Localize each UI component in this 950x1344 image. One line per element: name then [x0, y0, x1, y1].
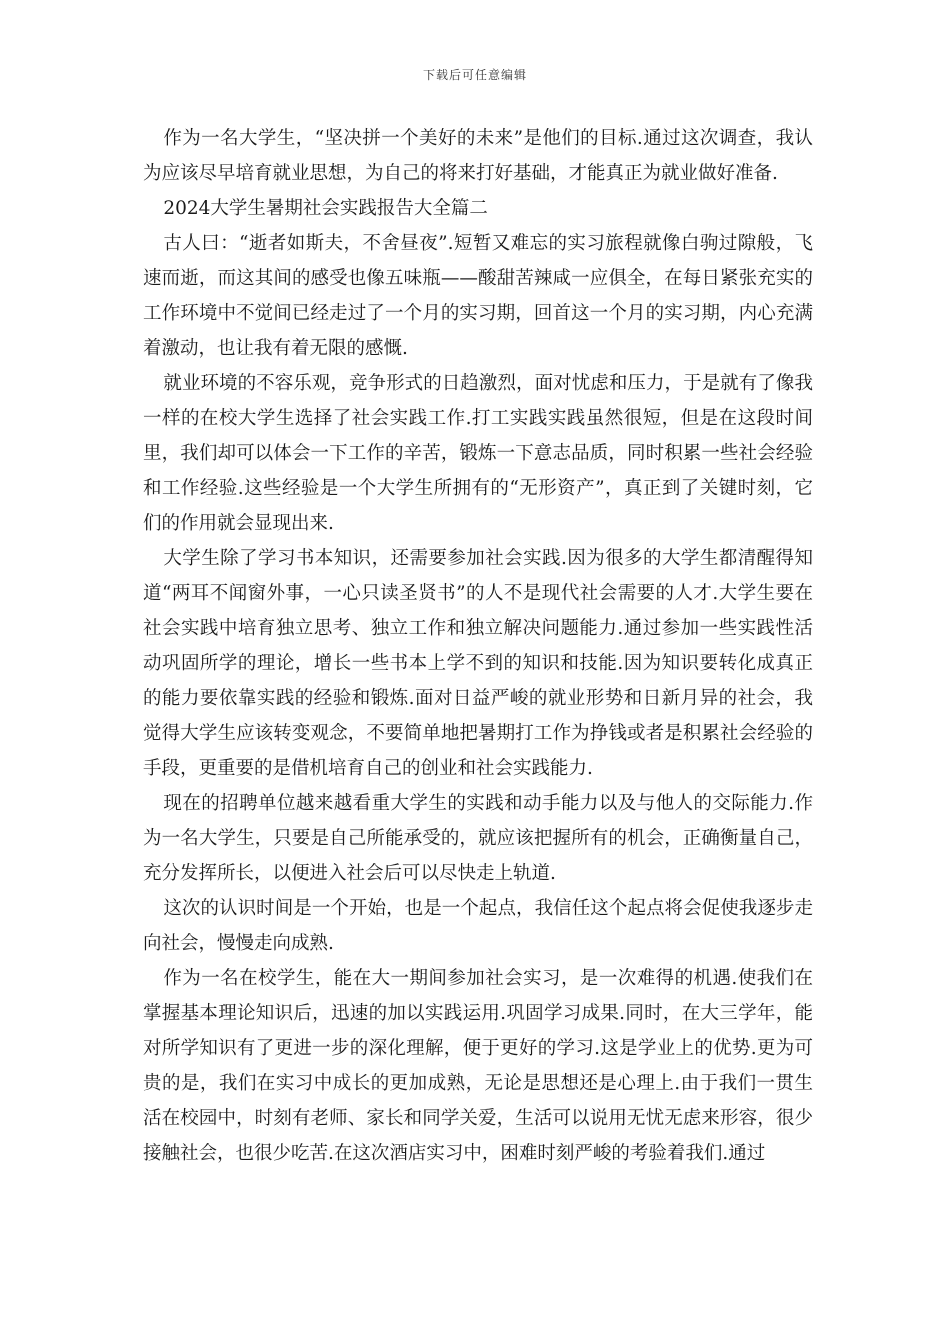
paragraph: 现在的招聘单位越来越看重大学生的实践和动手能力以及与他人的交际能力.作为一名大学生，只要是自己所能承受的，就应该把握所有的机会，正确衡量自己，充分发挥所长，以便进入社会后可以尽快走上轨道.: [143, 793, 813, 884]
document-body: [143, 121, 813, 1171]
paragraph: 这次的认识时间是一个开始，也是一个起点，我信任这个起点将会促使我逐步走向社会，慢慢走向成熟.: [143, 898, 813, 954]
paragraph: 作为一名大学生，“坚决拼一个美好的未来”是他们的目标.通过这次调查，我认为应该尽早培育就业思想，为自己的将来打好基础，才能真正为就业做好准备.: [143, 128, 813, 184]
paragraph: 古人曰：“逝者如斯夫，不舍昼夜”.短暂又难忘的实习旅程就像白驹过隙般，飞速而逝，而这其间的感受也像五味瓶——酸甜苦辣咸一应俱全，在每日紧张充实的工作环境中不觉间已经走过了一个月的实习期，回首这一个月的实习期，内心充满着激动，也让我有着无限的感慨.: [143, 233, 813, 359]
paragraph: 就业环境的不容乐观，竞争形式的日趋激烈，面对忧虑和压力，于是就有了像我一样的在校大学生选择了社会实践工作.打工实践实践虽然很短，但是在这段时间里，我们却可以体会一下工作的辛苦，锻炼一下意志品质，同时积累一些社会经验和工作经验.这些经验是一个大学生所拥有的“无形资产”，真正到了关键时刻，它们的作用就会显现出来.: [143, 373, 813, 534]
paragraph: 大学生除了学习书本知识，还需要参加社会实践.因为很多的大学生都清醒得知道“两耳不闻窗外事，一心只读圣贤书”的人不是现代社会需要的人才.大学生要在社会实践中培育独立思考、独立工作和独立解决问题能力.通过参加一些实践性活动巩固所学的理论，增长一些书本上学不到的知识和技能.因为知识要转化成真正的能力要依靠实践的经验和锻炼.面对日益严峻的就业形势和日新月异的社会，我觉得大学生应该转变观念，不要简单地把暑期打工作为挣钱或者是积累社会经验的手段，更重要的是借机培育自己的创业和社会实践能力.: [143, 548, 813, 779]
paragraph: 作为一名在校学生，能在大一期间参加社会实习，是一次难得的机遇.使我们在掌握基本理论知识后，迅速的加以实践运用.巩固学习成果.同时，在大三学年，能对所学知识有了更进一步的深化理解，便于更好的学习.这是学业上的优势.更为可贵的是，我们在实习中成长的更加成熟，无论是思想还是心理上.由于我们一贯生活在校园中，时刻有老师、家长和同学关爱，生活可以说用无忧无虑来形容，很少接触社会，也很少吃苦.在这次酒店实习中，困难时刻严峻的考验着我们.通过: [143, 968, 813, 1164]
header-note: 下载后可任意编辑: [422, 68, 527, 82]
section-heading: 2024大学生暑期社会实践报告大全篇二: [163, 198, 488, 219]
